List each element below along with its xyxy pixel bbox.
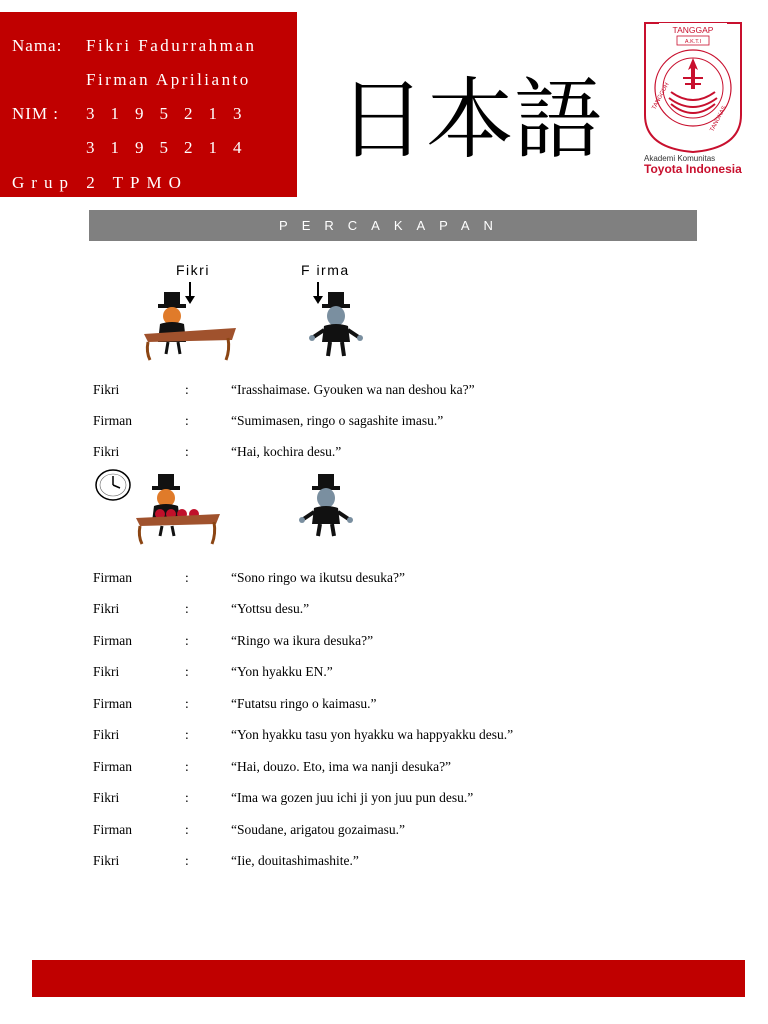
page-title-kanji (338, 70, 602, 170)
dialogue-text: “Irasshaimase. Gyouken wa nan deshou ka?” (231, 382, 475, 397)
kanji-char: 日 (338, 68, 425, 171)
dialogue-text: “Soudane, arigatou gozaimasu.” (231, 822, 405, 837)
dialogue-speaker: Fikri (93, 790, 120, 805)
customer-illustration (306, 280, 366, 362)
dialogue-text: “Sono ringo wa ikutsu desuka?” (231, 570, 405, 585)
dialogue-colon: : (185, 696, 189, 711)
dialogue-colon: : (185, 853, 189, 868)
logo-badge-text: A.K.T.I (684, 39, 702, 45)
dialogue-speaker: Fikri (93, 382, 120, 397)
nim-label: NIM : (12, 104, 60, 123)
character-label-fikri: Fikri (176, 262, 210, 278)
section-title-bar: PERCAKAPAN (89, 210, 697, 241)
dialogue-colon: : (185, 382, 189, 397)
dialogue-colon: : (185, 633, 189, 648)
dialogue-text: “Yon hyakku tasu yon hyakku wa happyakku desu.” (231, 727, 514, 742)
customer-illustration (296, 470, 356, 542)
dialogue-speaker: Fikri (93, 444, 120, 459)
dialogue-speaker: Firman (93, 570, 132, 585)
dialogue-text: “Sumimasen, ringo o sagashite imasu.” (231, 413, 444, 428)
dialogue-colon: : (185, 413, 189, 428)
character-label-firman: F irma (301, 262, 350, 278)
logo-ring-left: TANGGUH (651, 82, 671, 111)
logo-caption-brand: Toyota Indonesia (644, 162, 742, 176)
seller-at-table-illustration (140, 280, 240, 370)
dialogue-text: “Ringo wa ikura desuka?” (231, 633, 374, 648)
dialogue-speaker: Fikri (93, 853, 120, 868)
dialogue-text: “Futatsu ringo o kaimasu.” (231, 696, 377, 711)
dialogue-speaker: Fikri (93, 727, 120, 742)
dialogue-text: “Yottsu desu.” (231, 601, 310, 616)
seller-with-apples-illustration (134, 470, 224, 550)
dialogue-colon: : (185, 601, 189, 616)
student-info-box (0, 12, 297, 197)
kanji-char: 本 (426, 68, 513, 171)
dialogue-colon: : (185, 444, 189, 459)
student-nim-1: 3195213 (86, 104, 258, 123)
dialogue-speaker: Fikri (93, 664, 120, 679)
dialogue-speaker: Firman (93, 633, 132, 648)
dialogue-text: “Hai, kochira desu.” (231, 444, 342, 459)
footer-bar (32, 960, 745, 997)
dialogue-speaker: Firman (93, 696, 132, 711)
dialogue-speaker: Firman (93, 822, 132, 837)
name-label: Nama: (12, 36, 63, 55)
dialogue-colon: : (185, 822, 189, 837)
logo-top-text: TANGGAP (672, 25, 714, 35)
dialogue-colon: : (185, 727, 189, 742)
dialogue-text: “Hai, douzo. Eto, ima wa nanji desuka?” (231, 759, 452, 774)
dialogue-colon: : (185, 570, 189, 585)
dialogue-text: “Ima wa gozen juu ichi ji yon juu pun desu.” (231, 790, 474, 805)
student-name-2: Firman Aprilianto (86, 70, 251, 89)
student-name-1: Fikri Fadurrahman (86, 36, 257, 55)
dialogue-colon: : (185, 759, 189, 774)
dialogue-speaker: Fikri (93, 601, 120, 616)
logo-ring-right: TANGKAS (709, 105, 729, 133)
dialogue-text: “Yon hyakku EN.” (231, 664, 333, 679)
logo-caption-small: Akademi Komunitas (644, 154, 716, 163)
dialogue-speaker: Firman (93, 759, 132, 774)
dialogue-colon: : (185, 790, 189, 805)
dialogue-text: “Iie, douitashimashite.” (231, 853, 359, 868)
dialogue-speaker: Firman (93, 413, 132, 428)
student-nim-2: 3195214 (86, 138, 258, 157)
kanji-char: 語 (514, 68, 601, 171)
dialogue-colon: : (185, 664, 189, 679)
group-label: Grup 2 TPMO (12, 173, 188, 192)
clock-icon (94, 468, 132, 502)
